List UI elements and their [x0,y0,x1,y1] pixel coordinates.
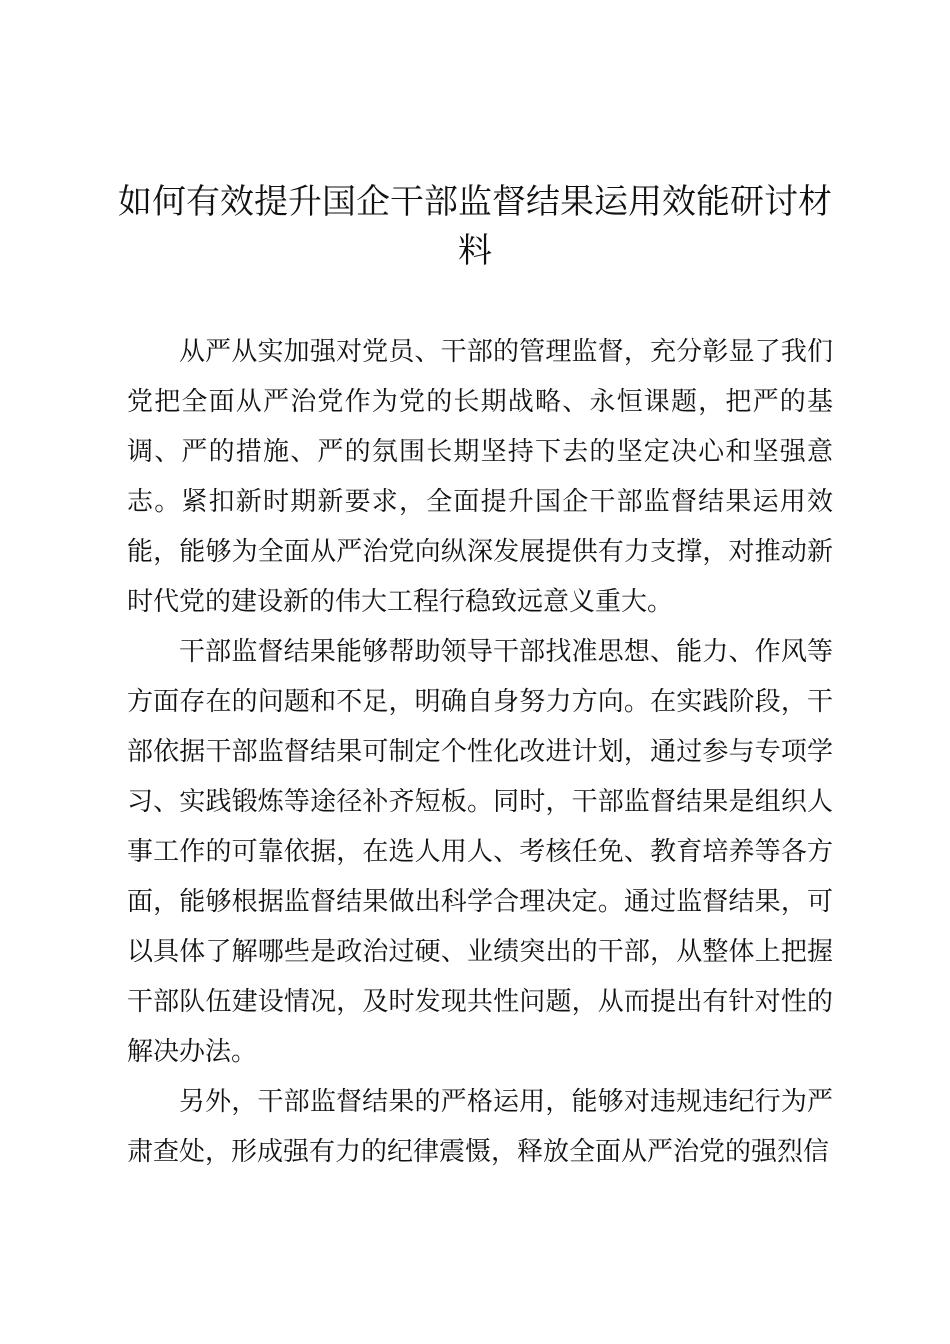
paragraph-1: 从严从实加强对党员、干部的管理监督，充分彰显了我们党把全面从严治党作为党的长期战略、永恒课题，把严的基调、严的措施、严的氛围长期坚持下去的坚定决心和坚强意志。紧扣新时期新要求，全面提升国企干部监督结果运用效能，能够为全面从严治党向纵深发展提供有力支撑，对推动新时代党的建设新的伟大工程行稳致远意义重大。 [127,337,833,617]
paragraph-2: 干部监督结果能够帮助领导干部找准思想、能力、作风等方面存在的问题和不足，明确自身努力方向。在实践阶段，干部依据干部监督结果可制定个性化改进计划，通过参与专项学习、实践锻炼等途径补齐短板。同时，干部监督结果是组织人事工作的可靠依据，在选人用人、考核任免、教育培养等各方面，能够根据监督结果做出科学合理决定。通过监督结果，可以具体了解哪些是政治过硬、业绩突出的干部，从整体上把握干部队伍建设情况，及时发现共性问题，从而提出有针对性的解决办法。 [127,637,833,1067]
paragraph-3: 另外，干部监督结果的严格运用，能够对违规违纪行为严肃查处，形成强有力的纪律震慑，释放全面从严治党的强烈信 [127,1087,833,1167]
document-title: 如何有效提升国企干部监督结果运用效能研讨材料 [118,182,832,271]
document-body [127,327,833,1177]
